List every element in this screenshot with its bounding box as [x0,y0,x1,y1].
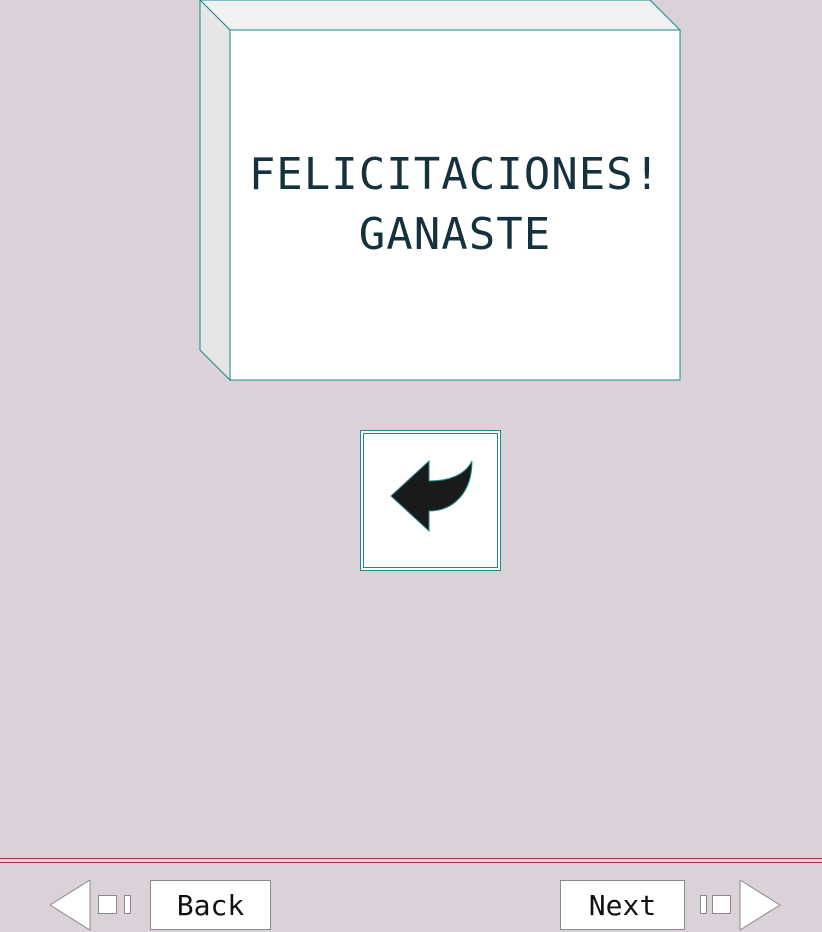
return-arrow-icon [361,431,502,572]
divider-line [0,862,822,863]
return-button[interactable] [360,430,501,571]
box-side-face [200,0,230,380]
next-button[interactable]: Next [560,880,685,930]
divider-line [0,858,822,859]
box-top-face [200,0,680,30]
back-button[interactable]: Back [150,880,271,930]
next-arrow-icon[interactable] [700,880,782,931]
message-line-2: GANASTE [358,209,552,260]
congratulations-message [230,30,680,380]
back-arrow-icon[interactable] [50,880,132,931]
message-line-1: FELICITACIONES! [248,149,662,200]
